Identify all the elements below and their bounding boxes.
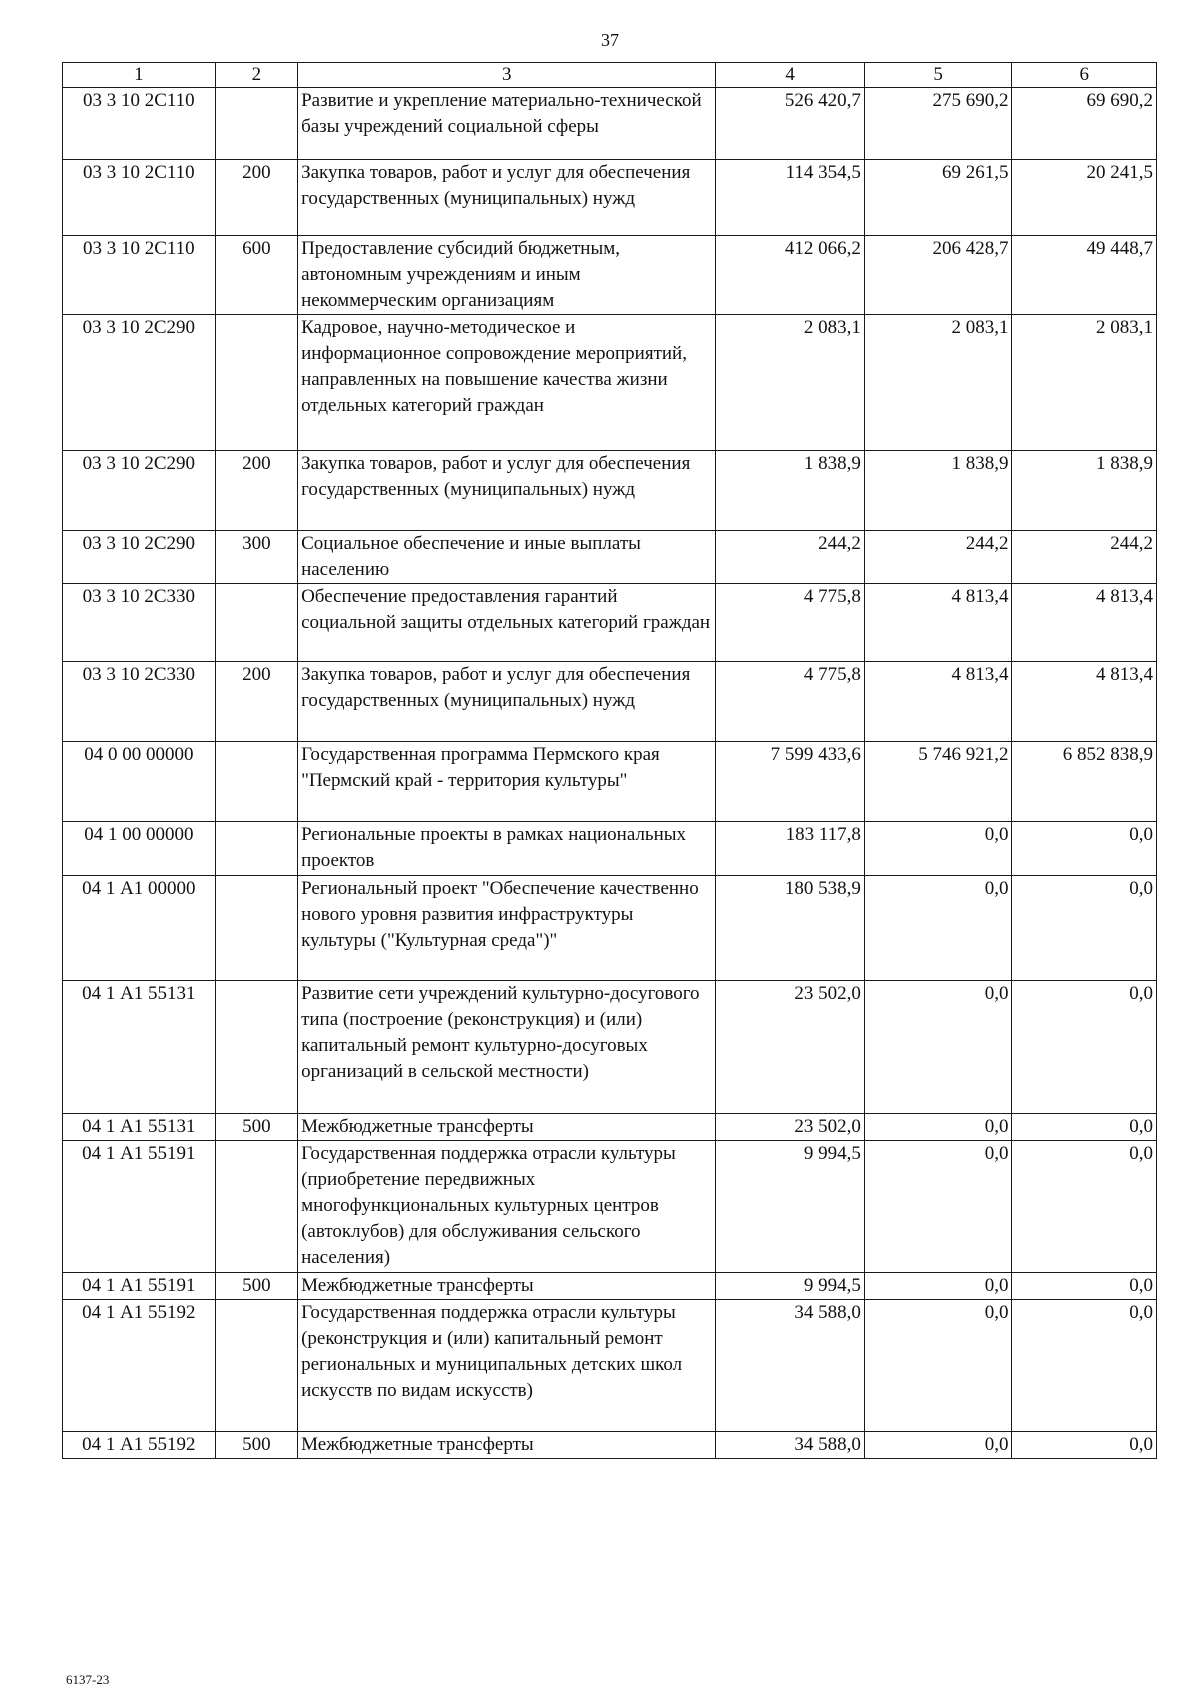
classification-code: 04 1 А1 55191 bbox=[63, 1141, 216, 1273]
table-row bbox=[63, 236, 1157, 315]
classification-code: 04 1 А1 55192 bbox=[63, 1432, 216, 1459]
item-name: Кадровое, научно-методическое и информационное сопровождение мероприятий, направленных на повышение качества жизни отдельных категорий граждан bbox=[298, 315, 716, 451]
amount-col4: 244,2 bbox=[716, 531, 865, 584]
table-row bbox=[63, 1300, 1157, 1432]
expense-type-code bbox=[215, 88, 297, 160]
budget-table bbox=[62, 62, 1157, 1459]
amount-col5: 0,0 bbox=[864, 1114, 1012, 1141]
amount-col5: 69 261,5 bbox=[864, 160, 1012, 236]
amount-col6: 0,0 bbox=[1012, 876, 1157, 981]
expense-type-code: 500 bbox=[215, 1432, 297, 1459]
table-row bbox=[63, 1114, 1157, 1141]
column-header: 6 bbox=[1012, 63, 1157, 88]
amount-col4: 34 588,0 bbox=[716, 1300, 865, 1432]
expense-type-code: 200 bbox=[215, 662, 297, 742]
expense-type-code bbox=[215, 584, 297, 662]
expense-type-code: 500 bbox=[215, 1114, 297, 1141]
item-name: Закупка товаров, работ и услуг для обеспечения государственных (муниципальных) нужд bbox=[298, 160, 716, 236]
expense-type-code bbox=[215, 315, 297, 451]
table-row bbox=[63, 981, 1157, 1114]
amount-col5: 1 838,9 bbox=[864, 451, 1012, 531]
classification-code: 03 3 10 2С110 bbox=[63, 236, 216, 315]
expense-type-code bbox=[215, 876, 297, 981]
item-name: Региональный проект "Обеспечение качественно нового уровня развития инфраструктуры культуры ("Культурная среда")" bbox=[298, 876, 716, 981]
amount-col6: 0,0 bbox=[1012, 1273, 1157, 1300]
expense-type-code bbox=[215, 1141, 297, 1273]
amount-col5: 0,0 bbox=[864, 1141, 1012, 1273]
amount-col4: 1 838,9 bbox=[716, 451, 865, 531]
table-row bbox=[63, 742, 1157, 822]
classification-code: 04 1 А1 55131 bbox=[63, 981, 216, 1114]
item-name: Социальное обеспечение и иные выплаты населению bbox=[298, 531, 716, 584]
header-row bbox=[63, 63, 1157, 88]
expense-type-code bbox=[215, 981, 297, 1114]
item-name: Закупка товаров, работ и услуг для обеспечения государственных (муниципальных) нужд bbox=[298, 451, 716, 531]
classification-code: 03 3 10 2С290 bbox=[63, 315, 216, 451]
item-name: Межбюджетные трансферты bbox=[298, 1432, 716, 1459]
item-name: Межбюджетные трансферты bbox=[298, 1273, 716, 1300]
amount-col5: 0,0 bbox=[864, 876, 1012, 981]
table-row bbox=[63, 1273, 1157, 1300]
amount-col4: 2 083,1 bbox=[716, 315, 865, 451]
item-name: Межбюджетные трансферты bbox=[298, 1114, 716, 1141]
classification-code: 04 1 А1 55131 bbox=[63, 1114, 216, 1141]
amount-col6: 4 813,4 bbox=[1012, 662, 1157, 742]
item-name: Государственная поддержка отрасли культуры (реконструкция и (или) капитальный ремонт региональных и муниципальных детских школ искусств по видам искусств) bbox=[298, 1300, 716, 1432]
item-name: Предоставление субсидий бюджетным, автономным учреждениям и иным некоммерческим организациям bbox=[298, 236, 716, 315]
page-number: 37 bbox=[601, 30, 619, 50]
expense-type-code: 500 bbox=[215, 1273, 297, 1300]
table-row bbox=[63, 1432, 1157, 1459]
expense-type-code: 600 bbox=[215, 236, 297, 315]
item-name: Региональные проекты в рамках национальных проектов bbox=[298, 822, 716, 876]
amount-col5: 244,2 bbox=[864, 531, 1012, 584]
expense-type-code bbox=[215, 822, 297, 876]
amount-col4: 23 502,0 bbox=[716, 981, 865, 1114]
amount-col4: 180 538,9 bbox=[716, 876, 865, 981]
item-name: Государственная поддержка отрасли культуры (приобретение передвижных многофункциональных культурных центров (автоклубов) для обслуживания сельского населения) bbox=[298, 1141, 716, 1273]
item-name: Государственная программа Пермского края "Пермский край - территория культуры" bbox=[298, 742, 716, 822]
column-header: 4 bbox=[716, 63, 865, 88]
column-header: 5 bbox=[864, 63, 1012, 88]
amount-col6: 69 690,2 bbox=[1012, 88, 1157, 160]
amount-col6: 0,0 bbox=[1012, 822, 1157, 876]
classification-code: 03 3 10 2С110 bbox=[63, 160, 216, 236]
expense-type-code bbox=[215, 1300, 297, 1432]
amount-col5: 0,0 bbox=[864, 981, 1012, 1114]
amount-col4: 7 599 433,6 bbox=[716, 742, 865, 822]
item-name: Обеспечение предоставления гарантий социальной защиты отдельных категорий граждан bbox=[298, 584, 716, 662]
amount-col5: 4 813,4 bbox=[864, 584, 1012, 662]
amount-col5: 0,0 bbox=[864, 1432, 1012, 1459]
amount-col6: 49 448,7 bbox=[1012, 236, 1157, 315]
table-row bbox=[63, 876, 1157, 981]
amount-col6: 244,2 bbox=[1012, 531, 1157, 584]
classification-code: 03 3 10 2С110 bbox=[63, 88, 216, 160]
amount-col5: 206 428,7 bbox=[864, 236, 1012, 315]
amount-col4: 183 117,8 bbox=[716, 822, 865, 876]
amount-col4: 9 994,5 bbox=[716, 1273, 865, 1300]
amount-col6: 0,0 bbox=[1012, 981, 1157, 1114]
amount-col4: 4 775,8 bbox=[716, 662, 865, 742]
amount-col4: 114 354,5 bbox=[716, 160, 865, 236]
expense-type-code: 200 bbox=[215, 451, 297, 531]
amount-col5: 0,0 bbox=[864, 1300, 1012, 1432]
table-row bbox=[63, 1141, 1157, 1273]
amount-col4: 9 994,5 bbox=[716, 1141, 865, 1273]
table-row bbox=[63, 662, 1157, 742]
amount-col6: 1 838,9 bbox=[1012, 451, 1157, 531]
column-header: 1 bbox=[63, 63, 216, 88]
amount-col5: 5 746 921,2 bbox=[864, 742, 1012, 822]
item-name: Развитие сети учреждений культурно-досугового типа (построение (реконструкция) и (или) капитальный ремонт культурно-досуговых организаций в сельской местности) bbox=[298, 981, 716, 1114]
amount-col6: 20 241,5 bbox=[1012, 160, 1157, 236]
classification-code: 04 1 А1 55192 bbox=[63, 1300, 216, 1432]
classification-code: 03 3 10 2С290 bbox=[63, 531, 216, 584]
item-name: Развитие и укрепление материально-технической базы учреждений социальной сферы bbox=[298, 88, 716, 160]
table-row bbox=[63, 88, 1157, 160]
item-name: Закупка товаров, работ и услуг для обеспечения государственных (муниципальных) нужд bbox=[298, 662, 716, 742]
document-code: 6137-23 bbox=[66, 1672, 110, 1687]
amount-col6: 4 813,4 bbox=[1012, 584, 1157, 662]
classification-code: 04 1 А1 55191 bbox=[63, 1273, 216, 1300]
expense-type-code: 200 bbox=[215, 160, 297, 236]
table-row bbox=[63, 451, 1157, 531]
table-row bbox=[63, 315, 1157, 451]
amount-col6: 0,0 bbox=[1012, 1300, 1157, 1432]
amount-col5: 2 083,1 bbox=[864, 315, 1012, 451]
amount-col4: 412 066,2 bbox=[716, 236, 865, 315]
amount-col4: 23 502,0 bbox=[716, 1114, 865, 1141]
amount-col5: 4 813,4 bbox=[864, 662, 1012, 742]
table-row bbox=[63, 584, 1157, 662]
expense-type-code: 300 bbox=[215, 531, 297, 584]
amount-col6: 0,0 bbox=[1012, 1141, 1157, 1273]
amount-col6: 2 083,1 bbox=[1012, 315, 1157, 451]
amount-col5: 0,0 bbox=[864, 1273, 1012, 1300]
column-header: 2 bbox=[215, 63, 297, 88]
amount-col5: 0,0 bbox=[864, 822, 1012, 876]
classification-code: 04 1 А1 00000 bbox=[63, 876, 216, 981]
classification-code: 03 3 10 2С330 bbox=[63, 584, 216, 662]
table-row bbox=[63, 160, 1157, 236]
expense-type-code bbox=[215, 742, 297, 822]
amount-col5: 275 690,2 bbox=[864, 88, 1012, 160]
classification-code: 03 3 10 2С330 bbox=[63, 662, 216, 742]
classification-code: 04 0 00 00000 bbox=[63, 742, 216, 822]
classification-code: 04 1 00 00000 bbox=[63, 822, 216, 876]
table-row bbox=[63, 822, 1157, 876]
classification-code: 03 3 10 2С290 bbox=[63, 451, 216, 531]
table-row bbox=[63, 531, 1157, 584]
amount-col4: 526 420,7 bbox=[716, 88, 865, 160]
column-header: 3 bbox=[298, 63, 716, 88]
amount-col6: 0,0 bbox=[1012, 1432, 1157, 1459]
amount-col6: 6 852 838,9 bbox=[1012, 742, 1157, 822]
amount-col4: 34 588,0 bbox=[716, 1432, 865, 1459]
amount-col4: 4 775,8 bbox=[716, 584, 865, 662]
amount-col6: 0,0 bbox=[1012, 1114, 1157, 1141]
